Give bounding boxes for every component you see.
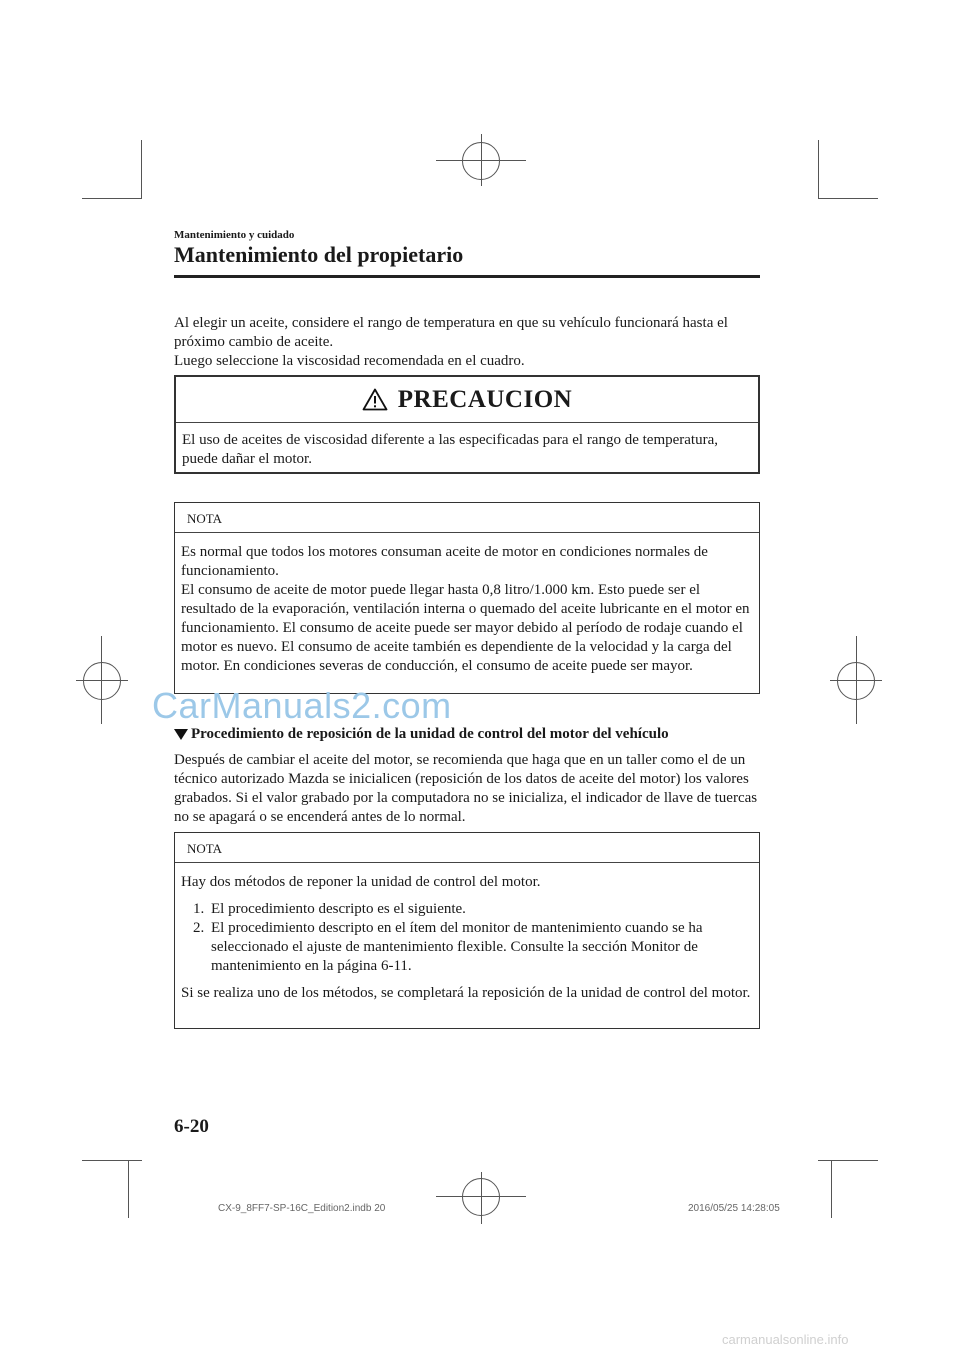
list-item xyxy=(181,919,751,976)
note-label: NOTA xyxy=(187,511,223,526)
crop-mark xyxy=(818,1160,878,1161)
caution-box xyxy=(174,375,760,474)
note-header xyxy=(175,833,759,863)
warning-icon xyxy=(362,388,388,411)
list-item xyxy=(181,900,751,919)
crop-mark xyxy=(141,140,142,198)
note-body xyxy=(181,873,751,1011)
watermark: CarManuals2.com xyxy=(152,685,452,726)
note-body xyxy=(181,543,751,676)
registration-mark xyxy=(837,662,875,700)
print-file-info: CX-9_8FF7-SP-16C_Edition2.indb 20 xyxy=(218,1203,386,1214)
registration-mark xyxy=(462,142,500,180)
caution-header xyxy=(176,377,758,423)
note-box xyxy=(174,502,760,694)
crop-mark xyxy=(82,198,142,199)
intro-line: Al elegir un aceite, considere el rango de temperatura en que su vehículo funcionará hasta el xyxy=(174,315,728,331)
triangle-bullet-icon xyxy=(174,729,188,740)
intro-line: próximo cambio de aceite. xyxy=(174,334,334,350)
note-header xyxy=(175,503,759,533)
steps-list xyxy=(181,900,751,976)
section-paragraph: Después de cambiar el aceite del motor, se recomienda que haga que en un taller como el de un técnico autorizado Mazda se inicialicen (reposición de los datos de aceite del motor) los valores grabados. Si el valor grabado por la computadora no se inicializa, el indicador de llave de tuercas no se apagará o se encenderá antes de lo normal. xyxy=(174,752,758,825)
registration-mark xyxy=(462,1178,500,1216)
intro-paragraph xyxy=(174,314,764,371)
crop-mark xyxy=(818,198,878,199)
print-date: 2016/05/25 14:28:05 xyxy=(688,1203,780,1214)
page-number: 6-20 xyxy=(174,1116,209,1137)
title-rule xyxy=(174,275,760,278)
note-paragraph: El consumo de aceite de motor puede llegar hasta 0,8 litro/1.000 km. Esto puede ser el resultado de la evaporación, ventilación interna o quemado del aceite lubricante en el motor en funcionamiento. El consumo de aceite puede ser mayor debido al período de rodaje cuando el motor es nuevo. El consumo de aceite también es dependiente de la velocidad y la carga del motor. En condiciones severas de conducción, el consumo de aceite puede ser mayor. xyxy=(181,582,750,674)
step-number: 2. xyxy=(193,920,205,936)
page-title: Mantenimiento del propietario xyxy=(174,242,464,267)
caution-title: PRECAUCION xyxy=(397,385,573,413)
site-watermark: carmanualsonline.info xyxy=(722,1332,849,1347)
note-paragraph: Es normal que todos los motores consuman aceite de motor en condiciones normales de funcionamiento. xyxy=(181,544,708,579)
step-text: El procedimiento descripto es el siguiente. xyxy=(211,901,466,917)
crop-mark xyxy=(128,1160,129,1218)
section-heading-text: Procedimiento de reposición de la unidad de control del motor del vehículo xyxy=(191,726,669,742)
caution-text: El uso de aceites de viscosidad diferente a las especificadas para el rango de temperatura, puede dañar el motor. xyxy=(182,432,719,467)
crop-mark xyxy=(831,1160,832,1218)
note-paragraph: Hay dos métodos de reponer la unidad de control del motor. xyxy=(181,874,541,890)
section-kicker: Mantenimiento y cuidado xyxy=(174,229,295,241)
crop-mark xyxy=(818,140,819,198)
step-number: 1. xyxy=(193,901,205,917)
crop-mark xyxy=(82,1160,142,1161)
registration-mark xyxy=(83,662,121,700)
note-label: NOTA xyxy=(187,841,223,856)
step-text: El procedimiento descripto en el ítem del monitor de mantenimiento cuando se ha seleccionado el ajuste de mantenimiento flexible. Consulte la sección Monitor de mantenimiento en la página 6-11. xyxy=(211,920,703,974)
intro-line: Luego seleccione la viscosidad recomendada en el cuadro. xyxy=(174,353,525,369)
note-paragraph: Si se realiza uno de los métodos, se completará la reposición de la unidad de control del motor. xyxy=(181,985,751,1001)
note-box xyxy=(174,832,760,1029)
section-heading xyxy=(174,726,669,743)
